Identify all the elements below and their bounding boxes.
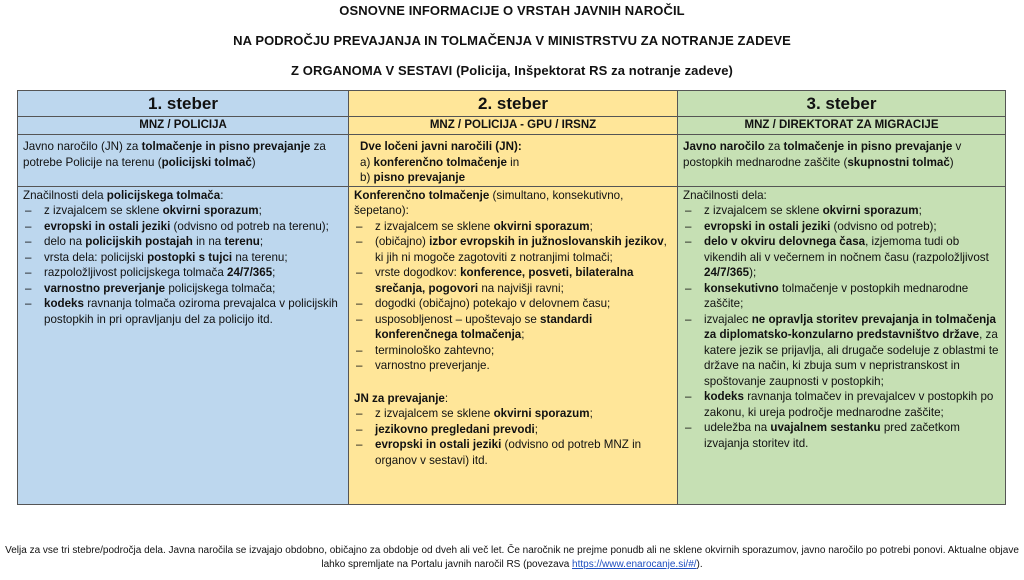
text-run: vrsta dela: policijski: [44, 250, 148, 264]
list-item: [23, 265, 343, 281]
text-run: :: [444, 391, 449, 405]
list-item: [683, 219, 1000, 235]
text-run: z izvajalcem se sklene: [44, 204, 163, 217]
list-item: [354, 343, 672, 359]
pillar-3-lead: [683, 188, 1000, 204]
text-run: izbor evropskih in južnoslovanskih jezikov: [429, 235, 664, 248]
text-run: na terenu;: [232, 250, 288, 264]
text-run: (odvisno od potreb);: [830, 219, 937, 233]
list-item: [683, 281, 1000, 312]
text-run: tolmačenje in pisno prevajanje: [783, 140, 953, 153]
text-run: okvirni sporazum: [493, 219, 590, 233]
text-run: okvirni sporazum: [493, 407, 590, 420]
text-run: okvirni sporazum: [822, 204, 919, 217]
text-run: Značilnosti dela:: [683, 188, 767, 202]
text-run: Značilnosti dela: [23, 188, 107, 202]
text-run: standardi konferenčnega tolmačenja: [375, 312, 593, 341]
text-run: a): [360, 155, 374, 169]
text-run: razpoložljivost policijskega tolmača: [44, 266, 228, 279]
list-item: [23, 219, 343, 235]
pillar-3-list: [683, 203, 1000, 451]
list-item: [23, 234, 343, 250]
pillar-3-intro: [678, 135, 1006, 187]
list-item: [23, 296, 343, 327]
text-run: konferenčno tolmačenje: [373, 155, 507, 169]
text-run: z izvajalcem se sklene: [375, 407, 494, 420]
text-run: skupnostni tolmač: [847, 155, 950, 169]
list-item: [683, 203, 1000, 219]
text-run: evropski in ostali jeziki: [44, 219, 171, 233]
text-run: (odvisno od potreb MNZ in organov v sestavi) itd.: [375, 438, 642, 467]
title-line-2: NA PODROČJU PREVAJANJA IN TOLMAČENJA V MINISTRSTVU ZA NOTRANJE ZADEVE: [233, 33, 791, 48]
title-line-1: OSNOVNE INFORMACIJE O VRSTAH JAVNIH NAROČIL: [339, 3, 685, 18]
pillar-2-list-2: [354, 406, 672, 468]
text-run: , za katere jezik se prijavlja, ali drugače sodeluje z oblastmi te države na način, ki zbuja sum v nepristranskost in spoštovanje zaupnosti v postopkih;: [704, 328, 999, 388]
text-run: ;: [521, 328, 525, 341]
text-run: Javno naročilo: [683, 140, 765, 153]
text-run: tolmačenje in pisno prevajanje: [138, 140, 311, 153]
text-run: dogodki (običajno) potekajo v delovnem času;: [375, 297, 611, 310]
list-item: [354, 265, 672, 296]
text-run: za: [764, 140, 784, 153]
text-run: 24/7/365: [704, 266, 750, 279]
list-item: [683, 420, 1000, 451]
pillar-2-details: [349, 186, 678, 504]
text-run: na najvišji ravni;: [478, 281, 564, 295]
text-run: postopki s tujci: [147, 250, 233, 264]
list-item: [23, 281, 343, 297]
text-run: 24/7/365: [227, 266, 273, 279]
text-run: Konferenčno tolmačenje: [354, 188, 490, 202]
list-item: [683, 312, 1000, 390]
text-run: );: [749, 266, 757, 279]
text-run: (simultano, konsekutivno, šepetano):: [354, 188, 624, 217]
text-run: (običajno): [375, 235, 430, 248]
text-run: ): [949, 155, 954, 169]
list-item: [23, 250, 343, 266]
text-run: ;: [589, 407, 593, 420]
pillar-1-subheading: MNZ / POLICIJA: [18, 117, 349, 135]
text-run: ;: [589, 219, 593, 233]
text-run: konference, posveti, bilateralna srečanja, pogovori: [375, 266, 634, 295]
text-run: Javno naročilo (JN): [23, 140, 127, 153]
pillar-1-list: [23, 203, 343, 327]
portal-link[interactable]: https://www.enarocanje.si/#/: [572, 559, 697, 570]
text-run: , ki jih ni mogoče zagotoviti z notranjimi tolmači;: [375, 235, 667, 264]
text-run: ;: [272, 266, 276, 279]
text-run: :: [220, 188, 224, 202]
text-run: jezikovno pregledani prevodi: [375, 422, 535, 436]
text-run: usposobljenost – upoštevajo se: [375, 312, 541, 326]
text-run: ;: [918, 204, 922, 217]
text-run: v postopkih mednarodne zaščite (: [683, 140, 962, 169]
pillar-1-details: [18, 186, 349, 504]
list-item: [354, 234, 672, 265]
text-run: ravnanja tolmačev in prevajalcev v postopkih po zakonu, ki ureja področje mednarodne zaščite;: [704, 390, 994, 419]
text-run: JN za prevajanje: [354, 391, 445, 405]
text-run: evropski in ostali jeziki: [704, 219, 831, 233]
text-run: pred začetkom izvajanja storitev itd.: [704, 421, 960, 450]
text-run: varnostno preverjanje: [44, 281, 166, 295]
text-run: policijskega tolmača;: [165, 281, 276, 295]
text-run: policijskih postajah: [85, 235, 193, 248]
text-run: delo v okviru delovnega časa: [704, 235, 866, 248]
text-run: izvajalec: [704, 312, 752, 326]
footer-text: Velja za vse tri stebre/področja dela. Javna naročila se izvajajo obdobno, običajno za obdobje od dveh ali več let. Če naročnik ne prejme ponudb ali ne sklene okvirnih sporazumov, javno naročilo po potrebi ponovi. Aktualne objave lahko spremljate na Portalu javnih naročil RS (povezava: [5, 545, 1019, 570]
text-run: varnostno preverjanje.: [375, 359, 490, 372]
text-run: evropski in ostali jeziki: [375, 438, 502, 451]
text-run: Dve ločeni javni naročili (JN):: [360, 140, 522, 153]
text-run: policijski tolmač: [161, 155, 252, 169]
text-run: pisno prevajanje: [373, 171, 466, 184]
list-item: [354, 312, 672, 343]
text-run: ;: [534, 422, 539, 436]
text-run: tolmačenje v postopkih mednarodne zaščite;: [704, 281, 969, 310]
text-run: za potrebe Policije na terenu (: [23, 140, 326, 169]
list-item: [354, 406, 672, 422]
text-run: ;: [259, 235, 264, 248]
list-item: [354, 437, 672, 468]
text-run: udeležba na: [704, 421, 771, 434]
text-run: kodeks: [44, 297, 84, 310]
text-run: (odvisno od potreb na terenu);: [170, 219, 329, 233]
text-run: kodeks: [704, 390, 744, 403]
list-item: [354, 358, 672, 374]
text-run: ): [251, 155, 256, 169]
text-run: vrste dogodkov:: [375, 266, 461, 279]
pillar-1-lead: [23, 188, 343, 204]
text-run: ;: [258, 204, 262, 217]
text-run: ne opravlja storitev prevajanja in tolmačenja za diplomatsko-konzularno predstavništvo države: [704, 312, 996, 341]
pillar-2-lead-2: [354, 391, 672, 407]
text-run: uvajalnem sestanku: [770, 421, 881, 434]
list-item: [354, 422, 672, 438]
text-run: in: [506, 155, 520, 169]
pillar-1-intro: [18, 135, 349, 187]
text-run: in na: [192, 235, 225, 248]
text-run: , izjemoma tudi ob vikendih ali v večernem in nočnem času (razpoložljivost: [704, 235, 989, 264]
title-line-3: Z ORGANOMA V SESTAVI (Policija, Inšpektorat RS za notranje zadeve): [291, 63, 733, 78]
pillar-2-lead: [354, 188, 672, 219]
list-item: [683, 389, 1000, 420]
text-run: b): [360, 171, 374, 184]
text-run: terminološko zahtevno;: [375, 343, 495, 357]
footer-end: ).: [696, 559, 703, 570]
list-item: [683, 234, 1000, 281]
text-run: konsekutivno: [704, 281, 779, 295]
text-run: policijskega tolmača: [106, 188, 221, 202]
pillar-3-details: [678, 186, 1006, 504]
text-run: za: [126, 140, 139, 153]
pillar-2-heading: 2. steber: [349, 91, 678, 117]
pillar-3-heading: 3. steber: [678, 91, 1006, 117]
pillar-2-intro: [349, 135, 678, 187]
pillar-1-heading: 1. steber: [18, 91, 349, 117]
text-run: z izvajalcem se sklene: [704, 204, 823, 217]
text-run: delo na: [44, 235, 86, 248]
footer-note: [0, 544, 1024, 572]
list-item: [354, 219, 672, 235]
text-run: terenu: [224, 235, 260, 248]
list-item: [23, 203, 343, 219]
text-run: ravnanja tolmača oziroma prevajalca v policijskih postopkih in pri opravljanju del za policijo itd.: [44, 297, 338, 326]
text-run: okvirni sporazum: [162, 204, 259, 217]
pillar-2-list: [354, 219, 672, 374]
pillar-2-subheading: MNZ / POLICIJA - GPU / IRSNZ: [349, 117, 678, 135]
pillars-table: [17, 90, 1006, 505]
list-item: [354, 296, 672, 312]
pillar-3-subheading: MNZ / DIREKTORAT ZA MIGRACIJE: [678, 117, 1006, 135]
text-run: z izvajalcem se sklene: [375, 219, 494, 233]
